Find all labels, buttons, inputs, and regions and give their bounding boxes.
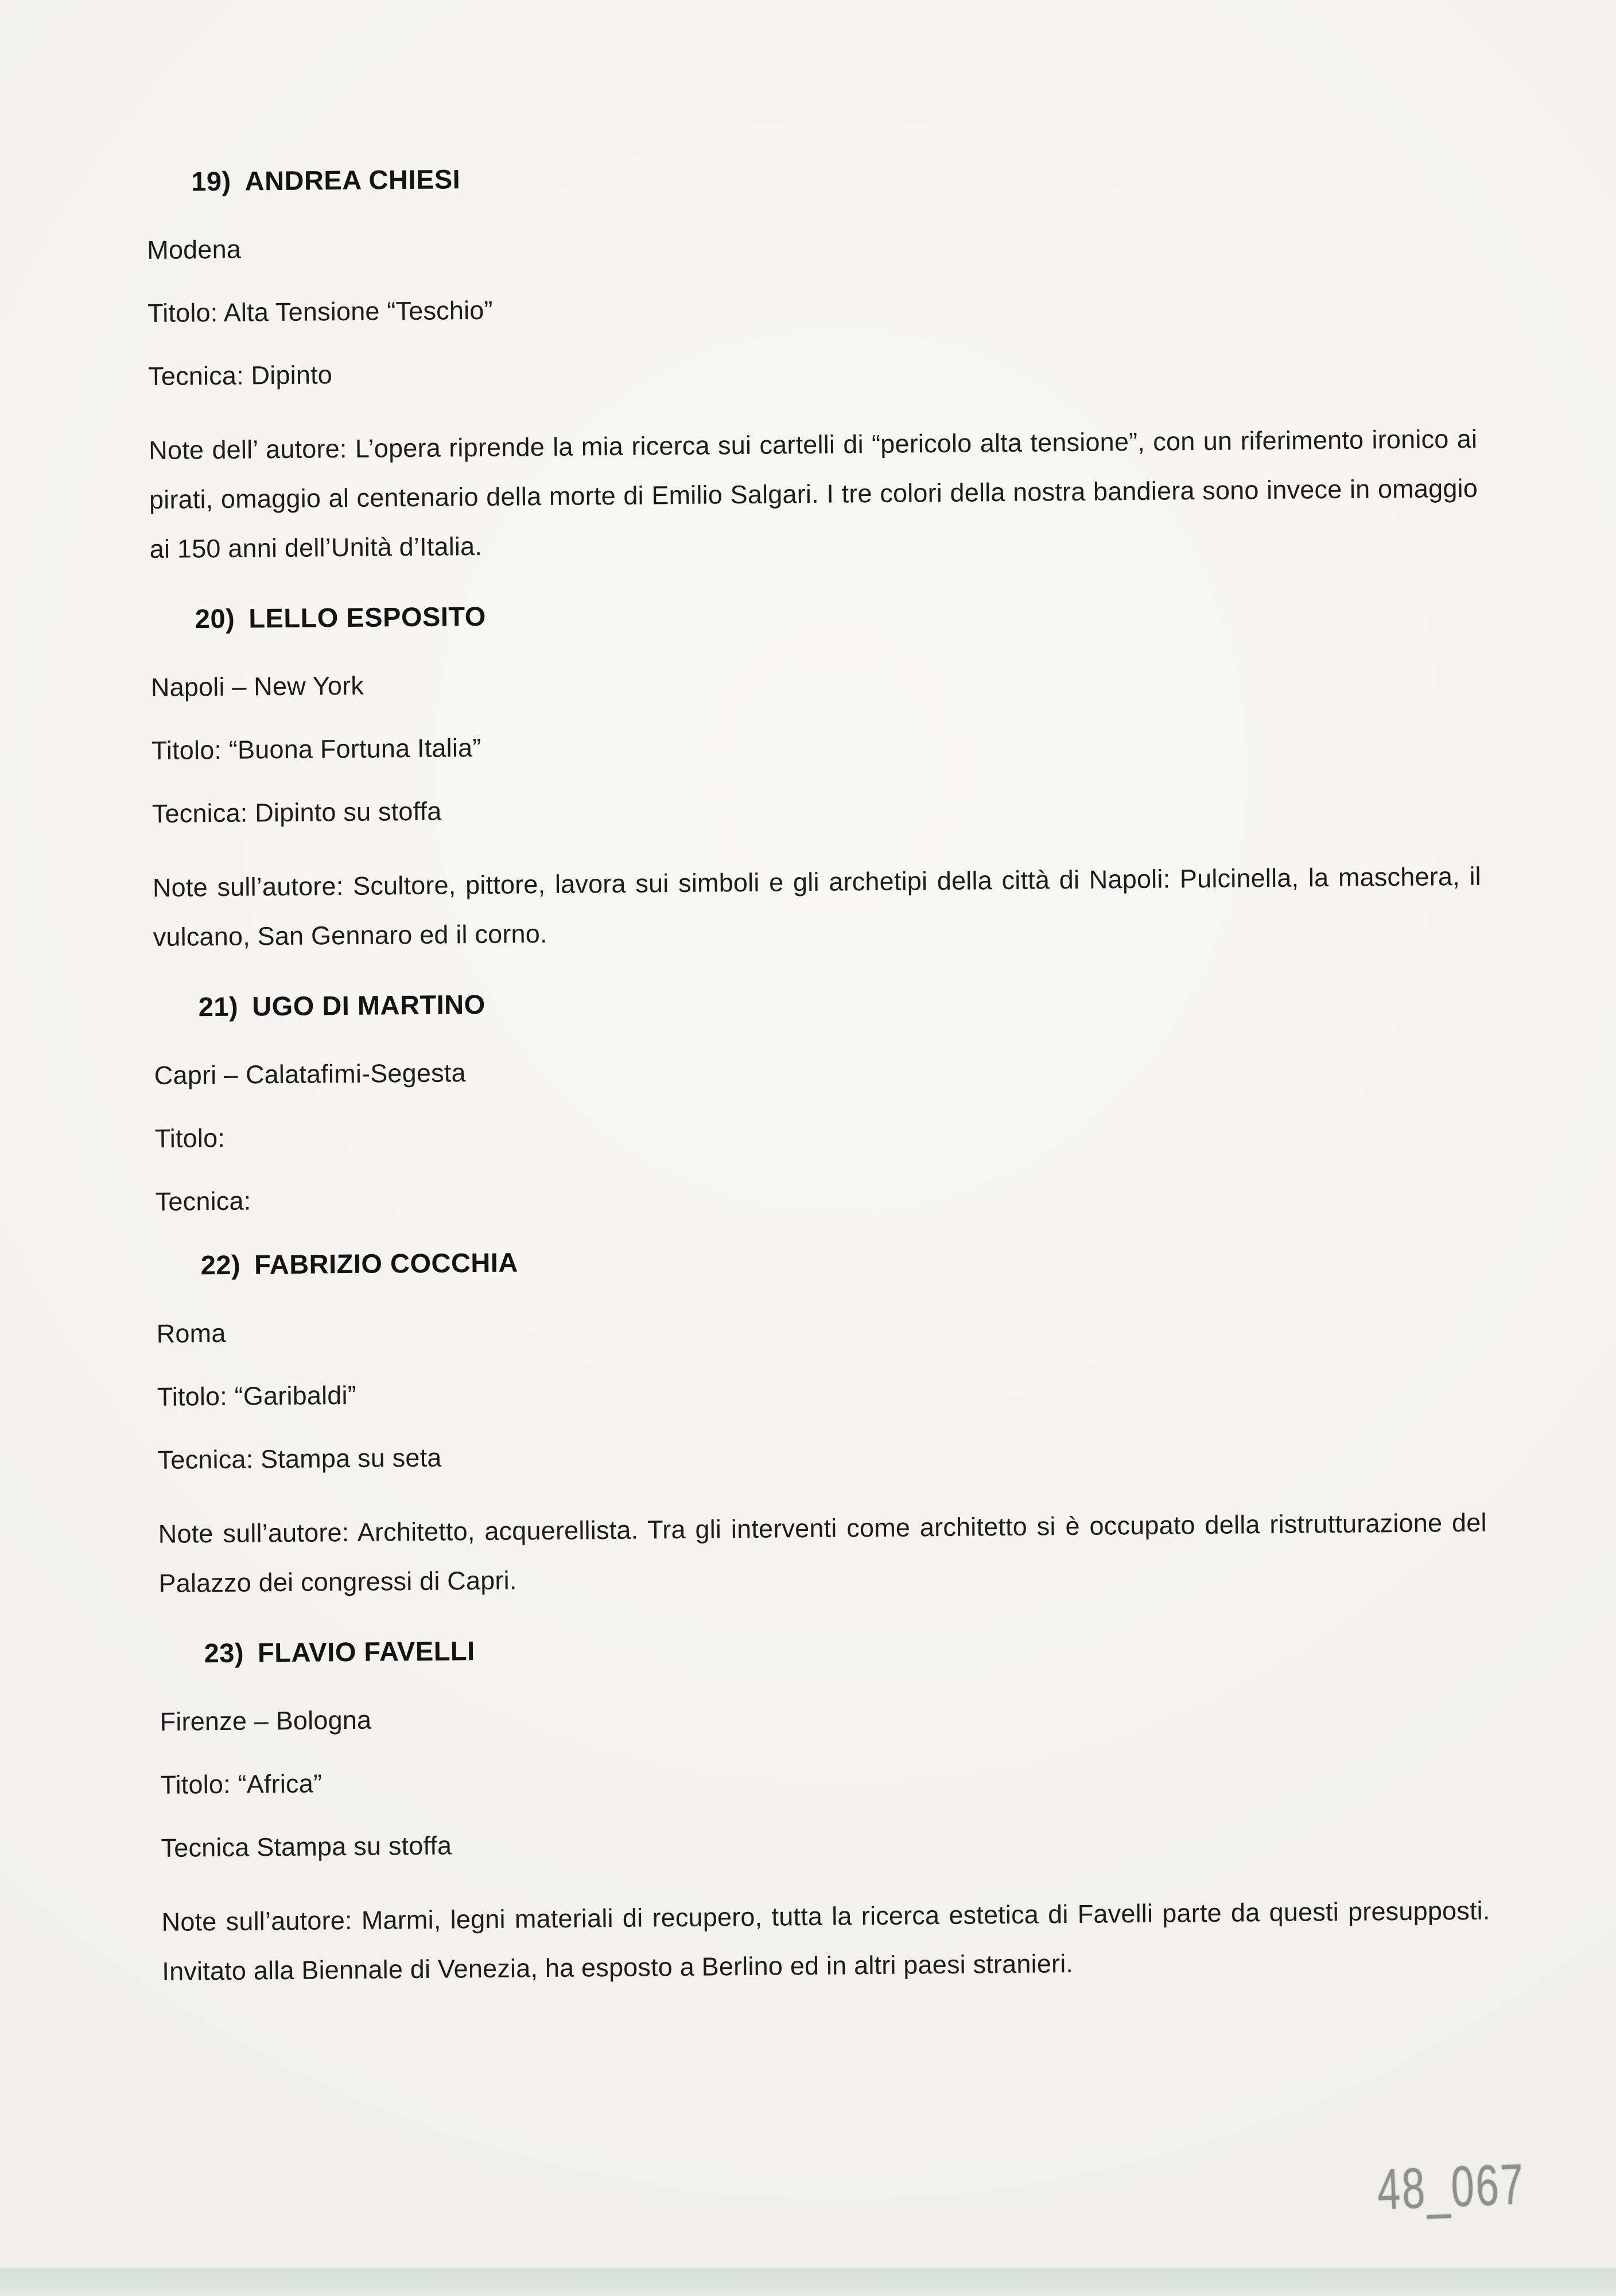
artist-heading bbox=[199, 982, 1482, 1022]
artist-number: 21) bbox=[198, 991, 239, 1022]
artist-name: ANDREA CHIESI bbox=[244, 164, 461, 196]
artist-city: Roma bbox=[156, 1318, 226, 1348]
artist-note: Note sull’autore: Marmi, legni materiali di recupero, tutta la ricerca estetica di Favelli parte da questi presupposti. Invitato alla Biennale di Venezia, ha esposto a Berlino ed in altri paesi stranieri. bbox=[161, 1895, 1490, 1986]
artist-city: Capri – Calatafimi-Segesta bbox=[154, 1058, 466, 1090]
artist-entry-22 bbox=[156, 1240, 1487, 1608]
artist-technique-line: Tecnica Stampa su stoffa bbox=[161, 1830, 452, 1863]
artist-name: FABRIZIO COCCHIA bbox=[254, 1247, 519, 1280]
page-content bbox=[146, 156, 1491, 2027]
artist-heading bbox=[200, 1240, 1484, 1280]
artist-entry-19 bbox=[146, 156, 1478, 574]
artist-title-line: Titolo: “Garibaldi” bbox=[157, 1380, 357, 1411]
artist-number: 19) bbox=[191, 165, 231, 197]
artist-title-line: Titolo: bbox=[154, 1123, 226, 1153]
handwritten-archive-code: 48_067 bbox=[1376, 2152, 1526, 2222]
artist-name: FLAVIO FAVELLI bbox=[257, 1635, 475, 1668]
artist-city: Modena bbox=[147, 234, 242, 265]
artist-entry-23 bbox=[159, 1628, 1490, 1996]
scanner-background-strip bbox=[0, 2268, 1616, 2296]
artist-title-line: Titolo: “Africa” bbox=[160, 1768, 323, 1799]
artist-name: LELLO ESPOSITO bbox=[248, 600, 487, 634]
artist-heading bbox=[195, 594, 1479, 634]
artist-number: 23) bbox=[204, 1637, 244, 1669]
artist-technique-line: Tecnica: bbox=[155, 1186, 251, 1216]
artist-note: Note dell’ autore: L’opera riprende la mia ricerca sui cartelli di “pericolo alta tensione”, con un riferimento ironico ai pirati, omaggio al centenario della morte di Emilio Salgari. I tre colori della nostra bandiera sono invece in omaggio ai 150 anni dell’Unità d’Italia. bbox=[149, 424, 1478, 564]
artist-city: Firenze – Bologna bbox=[160, 1705, 372, 1736]
artist-heading bbox=[204, 1628, 1487, 1668]
artist-entry-20 bbox=[150, 594, 1482, 962]
artist-name: UGO DI MARTINO bbox=[251, 988, 485, 1022]
artist-number: 22) bbox=[200, 1249, 241, 1281]
artist-title-line: Titolo: “Buona Fortuna Italia” bbox=[151, 732, 481, 765]
artist-number: 20) bbox=[195, 603, 235, 634]
artist-note: Note sull’autore: Architetto, acquerellista. Tra gli interventi come architetto si è occupato della ristrutturazione del Palazzo dei congressi di Capri. bbox=[158, 1507, 1487, 1598]
artist-note: Note sull’autore: Scultore, pittore, lavora sui simboli e gli archetipi della città di Napoli: Pulcinella, la maschera, il vulcano, San Gennaro ed il corno. bbox=[152, 861, 1482, 952]
artist-city: Napoli – New York bbox=[150, 670, 364, 702]
artist-technique-line: Tecnica: Dipinto su stoffa bbox=[152, 796, 442, 828]
artist-heading bbox=[191, 156, 1475, 196]
artist-technique-line: Tecnica: Stampa su seta bbox=[157, 1442, 442, 1475]
artist-technique-line: Tecnica: Dipinto bbox=[147, 360, 333, 391]
artist-entry-21 bbox=[154, 982, 1484, 1216]
artist-title-line: Titolo: Alta Tensione “Teschio” bbox=[147, 295, 493, 328]
